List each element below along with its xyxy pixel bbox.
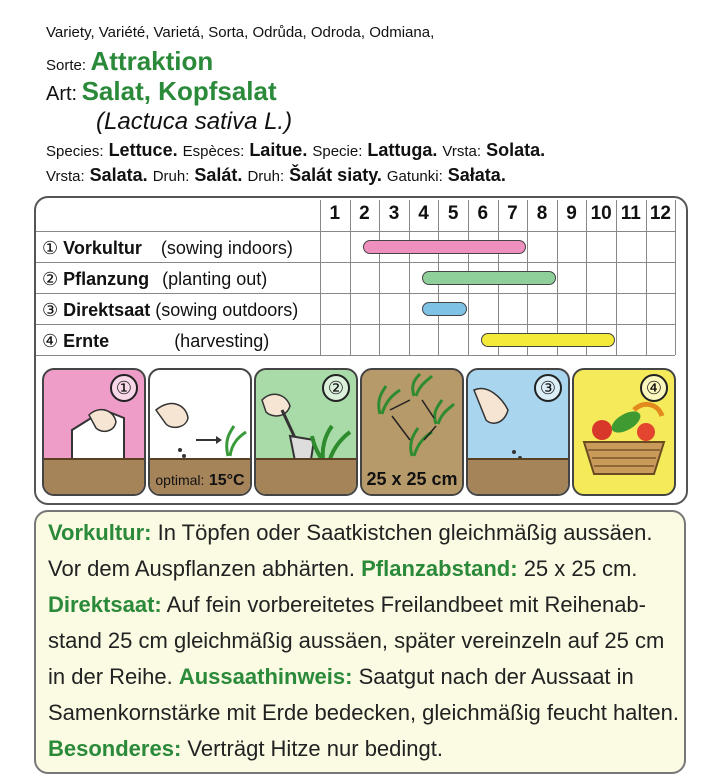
panel-planting-out — [254, 368, 358, 496]
month-label: 1 — [329, 203, 341, 224]
panel-sowing-outdoors — [466, 368, 570, 496]
row-label-de: Direktsaat — [63, 300, 151, 320]
calendar-row-divider — [36, 355, 675, 356]
row-label-de: Pflanzung — [63, 269, 150, 289]
calendar-row-divider — [36, 324, 675, 325]
species-label: Espèces: — [182, 143, 245, 160]
sorte-label: Sorte: — [46, 57, 87, 74]
row-number: ① — [42, 238, 59, 258]
instruction-keyword: Besonderes: — [48, 736, 182, 761]
instruction-text: in der Reihe. — [48, 664, 179, 689]
step-number: ③ — [534, 374, 562, 402]
species-label: Vrsta: — [46, 168, 85, 185]
month-label: 9 — [566, 203, 577, 224]
row-label-de: Ernte — [63, 331, 110, 351]
species-value: Salata. — [89, 165, 148, 185]
instruction-text: In Töpfen oder Saatkistchen gleichmäßig aussäen. — [151, 520, 653, 545]
instruction-line — [48, 556, 637, 582]
month-label: 12 — [649, 203, 671, 224]
species-label: Gatunki: — [386, 168, 443, 185]
species-value: Lettuce. — [108, 140, 178, 160]
step-number: ① — [110, 374, 138, 402]
species-value: Salát. — [194, 165, 243, 185]
calendar-row-divider — [36, 262, 675, 263]
panel-spacing — [360, 368, 464, 496]
species-label: Vrsta: — [442, 143, 482, 160]
instruction-line — [48, 628, 664, 654]
soil — [44, 458, 144, 494]
species-label: Druh: — [152, 168, 190, 185]
calendar-row-divider — [36, 231, 675, 232]
month-label: 11 — [620, 203, 641, 224]
instruction-text: Vor dem Auspflanzen abhärten. — [48, 556, 362, 581]
row-label-en: (planting out) — [162, 269, 268, 289]
species-value: Laitue. — [249, 140, 308, 160]
row-number: ③ — [42, 300, 59, 320]
instruction-keyword: Aussaathinweis: — [178, 664, 353, 689]
calendar-row-ernte — [42, 331, 269, 352]
species-label: Specie: — [312, 143, 363, 160]
instruction-text: Auf fein vorbereitetes Freilandbeet mit Reihenab- — [161, 592, 646, 617]
calendar-bar — [481, 333, 615, 347]
instruction-line — [48, 700, 679, 726]
latin-name: (Lactuca sativa L.) — [96, 108, 293, 135]
variety-name: Attraktion — [90, 46, 214, 76]
sowing-calendar — [34, 196, 688, 505]
instruction-keyword: Pflanzabstand: — [361, 556, 518, 581]
species-value: Lattuga. — [367, 140, 438, 160]
art-row — [46, 76, 277, 107]
art-name: Salat, Kopfsalat — [81, 76, 277, 106]
temperature-value: 15°C — [208, 472, 245, 489]
germination-temperature — [150, 472, 250, 490]
instruction-line — [48, 592, 646, 618]
species-label: Species: — [46, 143, 104, 160]
step-number: ② — [322, 374, 350, 402]
instruction-text: 25 x 25 cm. — [517, 556, 638, 581]
row-label-en: (sowing outdoors) — [155, 300, 299, 320]
spacing-label: 25 x 25 cm — [366, 469, 458, 489]
step-number: ④ — [640, 374, 668, 402]
species-value: Sałata. — [447, 165, 506, 185]
growing-instructions — [34, 510, 686, 774]
soil — [468, 458, 568, 494]
species-value: Šalát siaty. — [289, 165, 382, 185]
month-label: 6 — [477, 203, 489, 224]
instruction-line — [48, 520, 653, 546]
row-number: ② — [42, 269, 59, 289]
variety-languages-line: Variety, Variété, Varietá, Sorta, Odrůda, Odroda, Odmiana, — [46, 24, 435, 41]
species-label: Druh: — [247, 168, 285, 185]
species-row-2 — [46, 165, 506, 186]
instruction-line — [48, 736, 443, 762]
month-label: 10 — [590, 203, 612, 224]
soil — [256, 458, 356, 494]
calendar-row-divider — [36, 293, 675, 294]
instruction-keyword: Vorkultur: — [48, 520, 152, 545]
row-label-en: (sowing indoors) — [160, 238, 293, 258]
calendar-column-divider — [675, 200, 676, 355]
row-label-en: (harvesting) — [174, 331, 270, 351]
art-label: Art: — [46, 83, 78, 105]
calendar-bar — [363, 240, 526, 254]
month-label: 2 — [359, 203, 370, 224]
panel-harvesting — [572, 368, 676, 496]
month-label: 8 — [536, 203, 548, 224]
species-value: Solata. — [486, 140, 546, 160]
calendar-row-vorkultur — [42, 238, 293, 259]
calendar-bar — [422, 302, 467, 316]
calendar-bar — [422, 271, 556, 285]
calendar-row-pflanzung — [42, 269, 267, 290]
instruction-text: Saatgut nach der Aussaat in — [352, 664, 634, 689]
month-label: 5 — [447, 203, 459, 224]
instruction-text: stand 25 cm gleichmäßig aussäen, später vereinzeln auf 25 cm — [48, 628, 665, 653]
month-label: 3 — [388, 203, 400, 224]
instruction-text: Samenkornstärke mit Erde bedecken, gleichmäßig feucht halten. — [48, 700, 679, 725]
variety-row — [46, 46, 213, 77]
instruction-line — [48, 664, 634, 690]
instruction-text: Verträgt Hitze nur bedingt. — [181, 736, 443, 761]
row-number: ④ — [42, 331, 59, 351]
row-label-de: Vorkultur — [63, 238, 142, 258]
instruction-keyword: Direktsaat: — [48, 592, 162, 617]
calendar-row-direktsaat — [42, 300, 298, 321]
temperature-label: optimal: — [155, 472, 205, 488]
month-label: 7 — [507, 203, 518, 224]
panel-germination — [148, 368, 252, 496]
month-label: 4 — [418, 203, 429, 224]
harvest-basket-illustration — [574, 370, 674, 494]
panel-sowing-indoors — [42, 368, 146, 496]
species-row-1 — [46, 140, 545, 161]
